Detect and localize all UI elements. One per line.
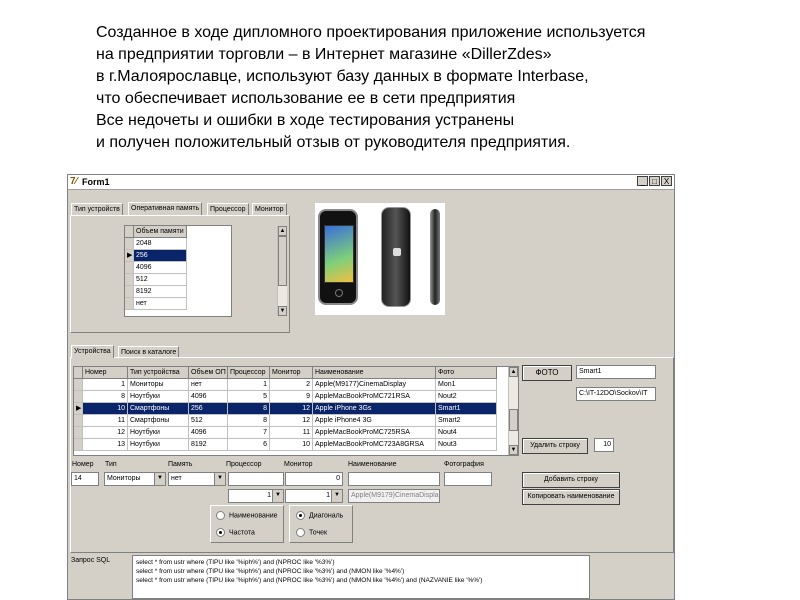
table-cell[interactable]: 256 — [134, 250, 187, 262]
sql-line: select * from ustr where (TIPU like '%iph%') and (NPROC like '%3%') and (NMON like '%4%') and (NAZVANIE like '%%') — [136, 577, 483, 584]
tab-monitor[interactable]: Монитор — [252, 203, 287, 215]
caption-line: в г.Малоярославце, используют базу данных в формате Interbase, — [96, 68, 589, 85]
table-cell[interactable]: 4096 — [189, 391, 228, 403]
table-cell[interactable]: Смартфоны — [128, 415, 189, 427]
number-label: Номер — [72, 461, 94, 468]
caption-line: Все недочеты и ошибки в ходе тестирования устранены — [96, 112, 515, 129]
caption-text — [96, 22, 796, 154]
table-cell[interactable]: 12 — [270, 415, 313, 427]
radio-circle-icon[interactable] — [296, 528, 305, 537]
add-row-button[interactable]: Добавить строку — [522, 472, 620, 488]
table-cell[interactable]: Ноутбуки — [128, 439, 189, 451]
table-cell[interactable]: Смартфоны — [128, 403, 189, 415]
radio-frequency[interactable] — [216, 528, 255, 537]
column-header-processor: Процессор — [228, 367, 270, 379]
table-cell[interactable]: Nout4 — [436, 427, 497, 439]
chevron-down-icon[interactable]: ▼ — [272, 490, 283, 502]
table-cell[interactable]: 8192 — [134, 286, 187, 298]
row-pointer-icon: ▶ — [74, 403, 83, 415]
radio-checked-icon[interactable] — [296, 511, 305, 520]
table-cell[interactable]: 4096 — [134, 262, 187, 274]
radio-circle-icon[interactable] — [216, 511, 225, 520]
table-cell[interactable]: 512 — [189, 415, 228, 427]
radio-label: Точек — [309, 529, 328, 537]
chevron-down-icon[interactable]: ▼ — [214, 473, 225, 485]
sql-query-textarea[interactable] — [132, 555, 590, 599]
tab-catalog-search[interactable]: Поиск в каталоге — [118, 346, 179, 358]
photo-field[interactable] — [444, 472, 492, 486]
table-cell[interactable]: AppleMacBookProMC723A8GRSA — [313, 439, 436, 451]
scroll-up-icon[interactable]: ▲ — [510, 369, 517, 375]
app-logo-icon: 7⁄ — [70, 176, 78, 187]
table-cell[interactable]: 12 — [83, 427, 128, 439]
table-cell[interactable]: Smart2 — [436, 415, 497, 427]
table-cell[interactable]: 2 — [270, 379, 313, 391]
table-cell[interactable]: Мониторы — [128, 379, 189, 391]
column-header-device-type: Тип устройства — [128, 367, 189, 379]
table-cell[interactable]: нет — [134, 298, 187, 310]
radio-diagonal[interactable] — [296, 511, 343, 520]
app-window — [67, 174, 675, 600]
devices-grid[interactable] — [73, 366, 519, 456]
column-header-memory: Объем ОП — [189, 367, 228, 379]
window-title: Form1 — [82, 177, 110, 187]
phone-side-image — [430, 209, 440, 305]
table-cell[interactable]: 8 — [228, 415, 270, 427]
column-header-monitor: Монитор — [270, 367, 313, 379]
table-cell[interactable]: нет — [189, 379, 228, 391]
radio-name[interactable] — [216, 511, 278, 520]
scroll-down-icon[interactable]: ▼ — [279, 308, 286, 314]
processor-select-value: 1 — [267, 492, 271, 499]
type-label: Тип — [105, 461, 117, 468]
caption-line: на предприятии торговли – в Интернет магазине «DillerZdes» — [96, 46, 552, 63]
memory-label: Память — [168, 461, 193, 468]
number-field[interactable]: 14 — [71, 472, 99, 486]
memory-grid[interactable] — [124, 225, 286, 317]
type-select-value: Мониторы — [107, 475, 141, 482]
memory-select-value: нет — [171, 475, 182, 482]
tab-memory[interactable]: Оперативная память — [128, 202, 202, 215]
table-cell[interactable]: 12 — [270, 403, 313, 415]
name-label: Наименование — [348, 461, 397, 468]
table-cell[interactable]: Apple(M9177)CinemaDisplay — [313, 379, 436, 391]
table-cell[interactable]: 11 — [270, 427, 313, 439]
column-header-number: Номер — [83, 367, 128, 379]
table-cell[interactable]: 8 — [228, 403, 270, 415]
table-cell[interactable]: Ноутбуки — [128, 427, 189, 439]
product-photo — [315, 203, 445, 315]
monitor-select[interactable] — [285, 489, 343, 503]
scroll-down-icon[interactable]: ▼ — [510, 447, 517, 453]
table-cell[interactable]: 5 — [228, 391, 270, 403]
table-cell[interactable]: 1 — [83, 379, 128, 391]
name-preview-field[interactable]: Apple(M9179)CinemaDispla — [348, 489, 440, 503]
title-bar — [68, 175, 674, 190]
tab-devices[interactable]: Устройства — [71, 345, 114, 358]
radio-label: Частота — [229, 529, 255, 537]
monitor-select-value: 1 — [326, 492, 330, 499]
photo-path-field[interactable]: C:\IT-12DO\Sockov\IT — [576, 387, 656, 401]
radio-label: Наименование — [229, 512, 278, 520]
radio-checked-icon[interactable] — [216, 528, 225, 537]
processor-select[interactable] — [228, 489, 284, 503]
radio-dots[interactable] — [296, 528, 327, 537]
caption-line: и получен положительный отзыв от руководителя предприятия. — [96, 134, 571, 151]
sql-line: select * from ustr where (TIPU like '%iph%') and (NPROC like '%3%') and (NMON like '%4%') — [136, 568, 405, 575]
scroll-up-icon[interactable]: ▲ — [279, 228, 286, 234]
monitor-label: Монитор — [284, 461, 313, 468]
table-cell[interactable]: 6 — [228, 439, 270, 451]
tab-device-types[interactable]: Тип устройств — [71, 203, 123, 215]
photo-button[interactable]: ФОТО — [522, 365, 572, 381]
table-cell[interactable]: Nout2 — [436, 391, 497, 403]
table-cell[interactable]: Smart1 — [436, 403, 497, 415]
caption-line: Созданное в ходе дипломного проектирования приложение используется — [96, 24, 646, 41]
delete-row-number-field[interactable]: 10 — [594, 438, 614, 452]
table-cell[interactable]: 512 — [134, 274, 187, 286]
chevron-down-icon[interactable]: ▼ — [331, 490, 342, 502]
table-cell[interactable]: 1 — [228, 379, 270, 391]
table-cell[interactable]: 13 — [83, 439, 128, 451]
maximize-button[interactable]: □ — [649, 176, 660, 186]
memory-select[interactable] — [168, 472, 226, 486]
column-header-photo: Фото — [436, 367, 497, 379]
table-cell[interactable]: Nout3 — [436, 439, 497, 451]
table-cell[interactable]: Ноутбуки — [128, 391, 189, 403]
type-select[interactable] — [104, 472, 166, 486]
copy-name-button[interactable]: Копировать наименование — [522, 489, 620, 505]
table-cell[interactable]: Apple iPhone4 3G — [313, 415, 436, 427]
table-cell[interactable]: AppleMacBookProMC725RSA — [313, 427, 436, 439]
table-cell[interactable]: AppleMacBookProMC721RSA — [313, 391, 436, 403]
tab-processor[interactable]: Процессор — [207, 203, 249, 215]
table-cell[interactable]: 8192 — [189, 439, 228, 451]
caption-line: что обеспечивает использование ее в сети предприятия — [96, 90, 516, 107]
delete-row-button[interactable]: Удалить строку — [522, 438, 588, 454]
table-cell[interactable]: 10 — [83, 403, 128, 415]
close-button[interactable]: X — [661, 176, 672, 186]
name-field[interactable] — [348, 472, 440, 486]
scroll-thumb[interactable] — [509, 409, 518, 431]
table-cell[interactable]: 2048 — [134, 238, 187, 250]
table-cell[interactable]: 9 — [270, 391, 313, 403]
radio-label: Диагональ — [309, 512, 344, 520]
table-cell[interactable]: 256 — [189, 403, 228, 415]
scroll-thumb[interactable] — [278, 236, 287, 286]
table-cell[interactable]: 11 — [83, 415, 128, 427]
memory-grid-scrollbar[interactable] — [277, 226, 287, 316]
sql-line: select * from ustr where (TIPU like '%iph%') and (NPROC like '%3%') — [136, 559, 335, 566]
table-cell[interactable]: Apple iPhone 3Gs — [313, 403, 436, 415]
minimize-button[interactable]: _ — [637, 176, 648, 186]
sql-label: Запрос SQL — [71, 557, 111, 564]
row-indicator-header — [125, 226, 134, 238]
chevron-down-icon[interactable]: ▼ — [154, 473, 165, 485]
table-cell[interactable]: 8 — [83, 391, 128, 403]
photo-name-field[interactable]: Smart1 — [576, 365, 656, 379]
row-pointer-icon: ▶ — [125, 250, 134, 262]
phone-front-image — [318, 209, 358, 305]
table-cell[interactable]: 4096 — [189, 427, 228, 439]
monitor-field[interactable]: 0 — [285, 472, 343, 486]
photo-label: Фотография — [444, 461, 484, 468]
table-cell[interactable]: Mon1 — [436, 379, 497, 391]
phone-back-image — [381, 207, 411, 307]
devices-grid-scrollbar[interactable] — [508, 367, 518, 455]
column-header-memory: Объем памяти — [134, 226, 187, 238]
table-cell[interactable]: 10 — [270, 439, 313, 451]
processor-label: Процессор — [226, 461, 262, 468]
column-header-name: Наименование — [313, 367, 436, 379]
table-cell[interactable]: 7 — [228, 427, 270, 439]
processor-field[interactable] — [228, 472, 284, 486]
